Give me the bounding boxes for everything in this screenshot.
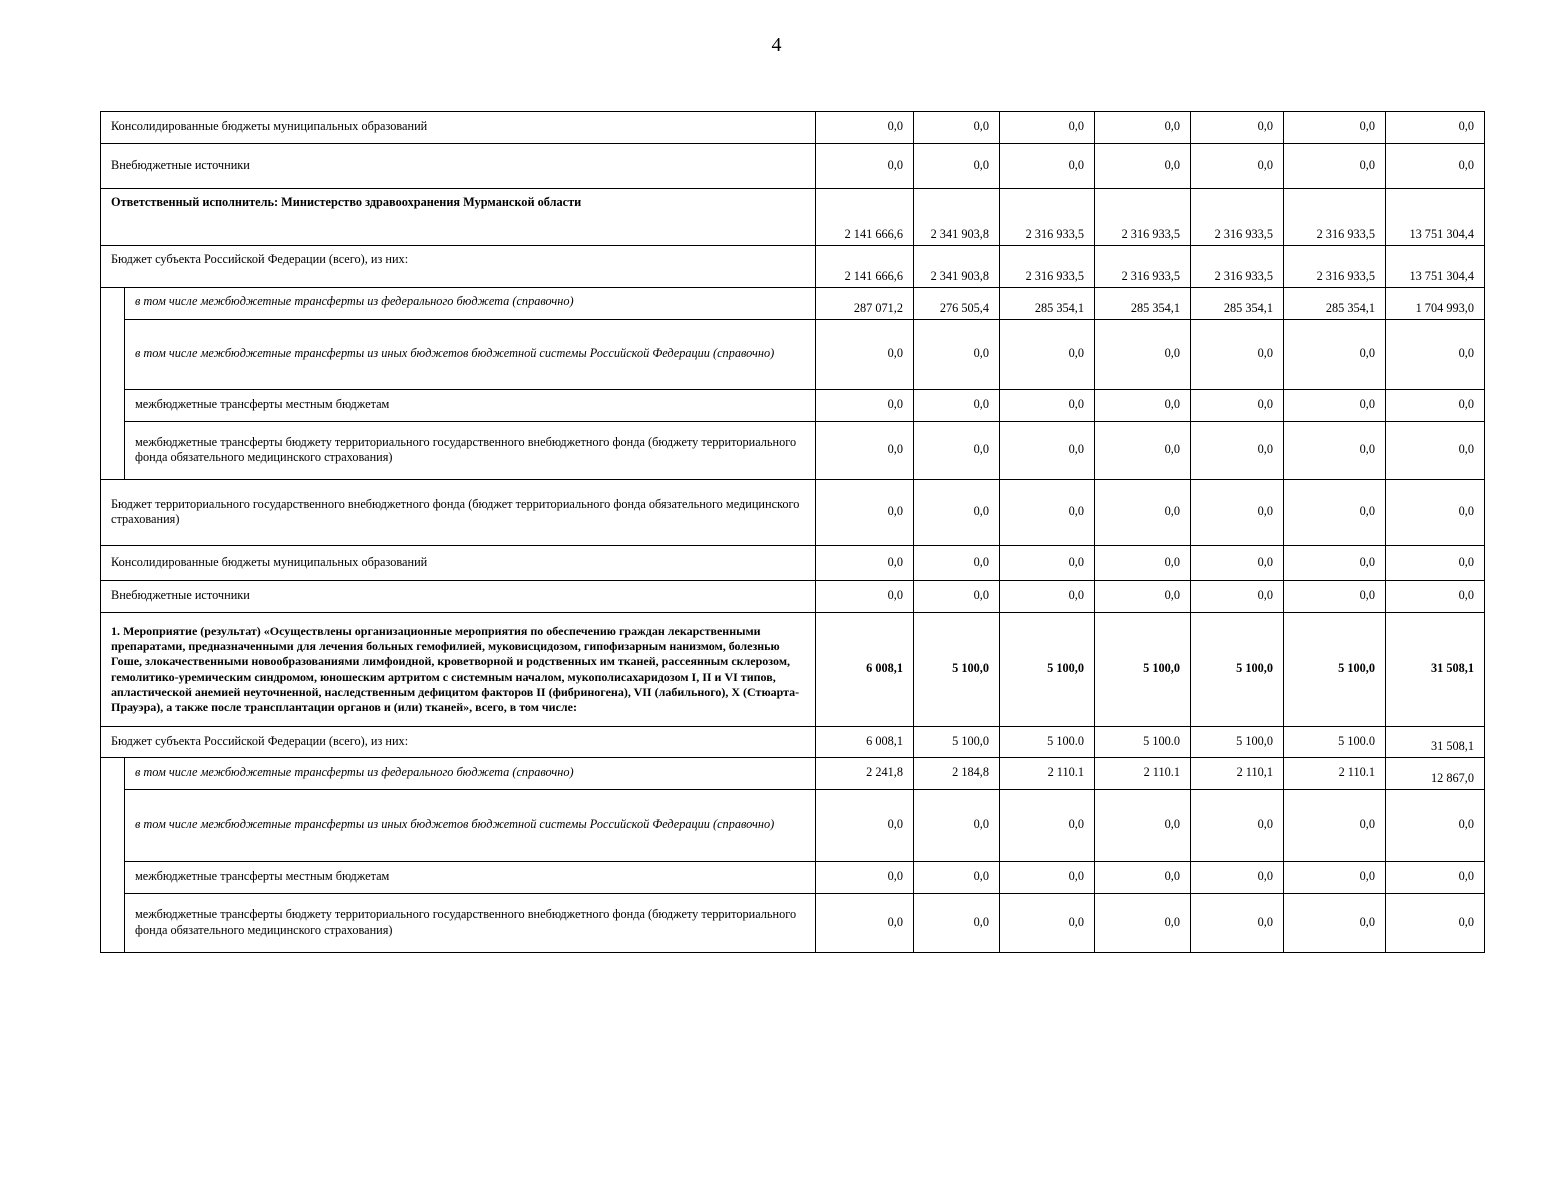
value-cell: 0,0 <box>1095 480 1191 546</box>
value-cell: 5 100.0 <box>1284 727 1386 758</box>
table-row <box>101 581 1485 613</box>
value-cell: 0,0 <box>1386 320 1485 390</box>
row-label: в том числе межбюджетные трансферты из федерального бюджета (справочно) <box>125 288 816 320</box>
value-cell: 0,0 <box>1191 546 1284 581</box>
value-cell: 0,0 <box>1386 894 1485 953</box>
value-cell: 0,0 <box>1000 862 1095 894</box>
value-cell: 0,0 <box>1284 546 1386 581</box>
value-cell: 0,0 <box>1095 862 1191 894</box>
value-cell: 2 341 903,8 <box>914 189 1000 246</box>
table-row <box>101 288 1485 320</box>
row-label: межбюджетные трансферты бюджету территориального государственного внебюджетного фонда (бюджету территориального фонда обязательного медицинского страхования) <box>125 894 816 953</box>
value-cell: 6 008,1 <box>816 727 914 758</box>
row-label: Внебюджетные источники <box>101 144 816 189</box>
value-cell: 0,0 <box>1386 790 1485 862</box>
value-cell: 0,0 <box>1284 144 1386 189</box>
value-cell: 0,0 <box>1284 422 1386 480</box>
value-cell: 31 508,1 <box>1386 727 1485 758</box>
value-cell: 0,0 <box>914 112 1000 144</box>
value-cell: 276 505,4 <box>914 288 1000 320</box>
value-cell: 0,0 <box>1095 112 1191 144</box>
table-row <box>101 112 1485 144</box>
value-cell: 0,0 <box>1095 546 1191 581</box>
value-cell: 0,0 <box>1000 894 1095 953</box>
indent-cell <box>101 758 125 953</box>
value-cell: 0,0 <box>1386 480 1485 546</box>
value-cell: 12 867,0 <box>1386 758 1485 790</box>
budget-table <box>100 111 1485 953</box>
value-cell: 285 354,1 <box>1000 288 1095 320</box>
table-body <box>101 112 1485 953</box>
value-cell: 2 184,8 <box>914 758 1000 790</box>
row-label: Внебюджетные источники <box>101 581 816 613</box>
value-cell: 0,0 <box>1095 894 1191 953</box>
value-cell: 0,0 <box>816 546 914 581</box>
value-cell: 2 110.1 <box>1000 758 1095 790</box>
value-cell: 2 141 666,6 <box>816 189 914 246</box>
value-cell: 0,0 <box>914 144 1000 189</box>
table-row <box>101 189 1485 246</box>
value-cell: 285 354,1 <box>1095 288 1191 320</box>
row-label: в том числе межбюджетные трансферты из федерального бюджета (справочно) <box>125 758 816 790</box>
value-cell: 0,0 <box>816 112 914 144</box>
value-cell: 5 100,0 <box>914 727 1000 758</box>
value-cell: 5 100.0 <box>1000 727 1095 758</box>
value-cell: 2 316 933,5 <box>1191 189 1284 246</box>
value-cell: 0,0 <box>914 422 1000 480</box>
value-cell: 0,0 <box>816 480 914 546</box>
value-cell: 2 316 933,5 <box>1095 189 1191 246</box>
value-cell: 0,0 <box>1000 112 1095 144</box>
row-label: Консолидированные бюджеты муниципальных образований <box>101 546 816 581</box>
value-cell: 2 316 933,5 <box>1000 246 1095 288</box>
table-row <box>101 758 1485 790</box>
value-cell: 5 100,0 <box>1095 613 1191 727</box>
value-cell: 0,0 <box>1284 320 1386 390</box>
value-cell: 0,0 <box>914 894 1000 953</box>
value-cell: 2 316 933,5 <box>1095 246 1191 288</box>
value-cell: 6 008,1 <box>816 613 914 727</box>
value-cell: 2 316 933,5 <box>1284 246 1386 288</box>
table-row <box>101 422 1485 480</box>
value-cell: 0,0 <box>1191 144 1284 189</box>
table-row <box>101 546 1485 581</box>
value-cell: 0,0 <box>1386 144 1485 189</box>
table-row <box>101 790 1485 862</box>
value-cell: 5 100,0 <box>1191 727 1284 758</box>
value-cell: 0,0 <box>914 320 1000 390</box>
value-cell: 0,0 <box>816 320 914 390</box>
value-cell: 0,0 <box>1095 422 1191 480</box>
page-number: 4 <box>771 34 782 56</box>
value-cell: 2 341 903,8 <box>914 246 1000 288</box>
value-cell: 0,0 <box>1000 480 1095 546</box>
value-cell: 5 100,0 <box>1284 613 1386 727</box>
value-cell: 0,0 <box>1095 390 1191 422</box>
value-cell: 287 071,2 <box>816 288 914 320</box>
value-cell: 0,0 <box>816 581 914 613</box>
value-cell: 5 100,0 <box>1000 613 1095 727</box>
value-cell: 0,0 <box>816 894 914 953</box>
row-label: Бюджет субъекта Российской Федерации (всего), из них: <box>101 246 816 288</box>
table-row <box>101 727 1485 758</box>
value-cell: 0,0 <box>1191 480 1284 546</box>
value-cell: 0,0 <box>1000 422 1095 480</box>
value-cell: 5 100,0 <box>914 613 1000 727</box>
value-cell: 2 110.1 <box>1284 758 1386 790</box>
value-cell: 0,0 <box>914 862 1000 894</box>
value-cell: 0,0 <box>816 862 914 894</box>
value-cell: 2 241,8 <box>816 758 914 790</box>
row-label: в том числе межбюджетные трансферты из иных бюджетов бюджетной системы Российской Федерации (справочно) <box>125 320 816 390</box>
value-cell: 5 100.0 <box>1095 727 1191 758</box>
value-cell: 0,0 <box>1191 112 1284 144</box>
value-cell: 2 110,1 <box>1191 758 1284 790</box>
row-label: в том числе межбюджетные трансферты из иных бюджетов бюджетной системы Российской Федерации (справочно) <box>125 790 816 862</box>
value-cell: 0,0 <box>1284 112 1386 144</box>
value-cell: 0,0 <box>816 144 914 189</box>
value-cell: 5 100,0 <box>1191 613 1284 727</box>
value-cell: 0,0 <box>1000 790 1095 862</box>
table-row <box>101 894 1485 953</box>
value-cell: 2 316 933,5 <box>1284 189 1386 246</box>
row-label: Консолидированные бюджеты муниципальных образований <box>101 112 816 144</box>
value-cell: 0,0 <box>1191 790 1284 862</box>
value-cell: 0,0 <box>1000 320 1095 390</box>
value-cell: 0,0 <box>1191 862 1284 894</box>
value-cell: 285 354,1 <box>1284 288 1386 320</box>
value-cell: 0,0 <box>1191 894 1284 953</box>
value-cell: 31 508,1 <box>1386 613 1485 727</box>
value-cell: 0,0 <box>1191 390 1284 422</box>
value-cell: 285 354,1 <box>1191 288 1284 320</box>
row-label: Ответственный исполнитель: Министерство здравоохранения Мурманской области <box>101 189 816 246</box>
row-label: межбюджетные трансферты местным бюджетам <box>125 390 816 422</box>
row-label: Бюджет территориального государственного внебюджетного фонда (бюджет территориального фонда обязательного медицинского страхования) <box>101 480 816 546</box>
table-row <box>101 613 1485 727</box>
value-cell: 1 704 993,0 <box>1386 288 1485 320</box>
value-cell: 2 110.1 <box>1095 758 1191 790</box>
value-cell: 2 141 666,6 <box>816 246 914 288</box>
value-cell: 13 751 304,4 <box>1386 189 1485 246</box>
value-cell: 2 316 933,5 <box>1191 246 1284 288</box>
value-cell: 0,0 <box>914 546 1000 581</box>
value-cell: 0,0 <box>914 581 1000 613</box>
value-cell: 0,0 <box>1191 422 1284 480</box>
value-cell: 0,0 <box>1000 390 1095 422</box>
indent-cell <box>101 288 125 480</box>
value-cell: 0,0 <box>1386 546 1485 581</box>
table-row <box>101 320 1485 390</box>
value-cell: 0,0 <box>1386 112 1485 144</box>
value-cell: 0,0 <box>914 390 1000 422</box>
row-label: 1. Мероприятие (результат) «Осуществлены организационные мероприятия по обеспечению граждан лекарственными препаратами, предназначенными для лечения больных гемофилией, муковисцидозом, гипофизарным нанизмом, болезнью Гоше, злокачественными новообразованиями лимфоидной, кроветворной и родственных им тканей, рассеянным склерозом, гемолитико-уремическим синдромом, юношеским артритом с системным началом, мукополисахаридозом I, II и VI типов, апластической анемией неуточненной, наследственным дефицитом факторов II (фибриногена), VII (лабильного), X (Стюарта-Прауэра), а также после трансплантации органов и (или) тканей», всего, в том числе: <box>101 613 816 727</box>
table-row <box>101 480 1485 546</box>
value-cell: 0,0 <box>816 790 914 862</box>
table-row <box>101 144 1485 189</box>
value-cell: 0,0 <box>1284 790 1386 862</box>
value-cell: 0,0 <box>1095 320 1191 390</box>
value-cell: 0,0 <box>816 422 914 480</box>
value-cell: 0,0 <box>1095 144 1191 189</box>
value-cell: 0,0 <box>1386 581 1485 613</box>
value-cell: 0,0 <box>1386 862 1485 894</box>
value-cell: 0,0 <box>1284 390 1386 422</box>
value-cell: 0,0 <box>1095 790 1191 862</box>
table-row <box>101 246 1485 288</box>
value-cell: 0,0 <box>1191 320 1284 390</box>
value-cell: 0,0 <box>1386 390 1485 422</box>
value-cell: 0,0 <box>1000 581 1095 613</box>
value-cell: 0,0 <box>1000 144 1095 189</box>
value-cell: 0,0 <box>1386 422 1485 480</box>
value-cell: 0,0 <box>1095 581 1191 613</box>
value-cell: 0,0 <box>1284 581 1386 613</box>
value-cell: 0,0 <box>1284 480 1386 546</box>
table-row <box>101 390 1485 422</box>
value-cell: 0,0 <box>914 790 1000 862</box>
value-cell: 13 751 304,4 <box>1386 246 1485 288</box>
value-cell: 0,0 <box>816 390 914 422</box>
value-cell: 2 316 933,5 <box>1000 189 1095 246</box>
row-label: межбюджетные трансферты местным бюджетам <box>125 862 816 894</box>
row-label: межбюджетные трансферты бюджету территориального государственного внебюджетного фонда (бюджету территориального фонда обязательного медицинского страхования) <box>125 422 816 480</box>
value-cell: 0,0 <box>1000 546 1095 581</box>
table-row <box>101 862 1485 894</box>
value-cell: 0,0 <box>914 480 1000 546</box>
value-cell: 0,0 <box>1284 862 1386 894</box>
row-label: Бюджет субъекта Российской Федерации (всего), из них: <box>101 727 816 758</box>
value-cell: 0,0 <box>1284 894 1386 953</box>
value-cell: 0,0 <box>1191 581 1284 613</box>
